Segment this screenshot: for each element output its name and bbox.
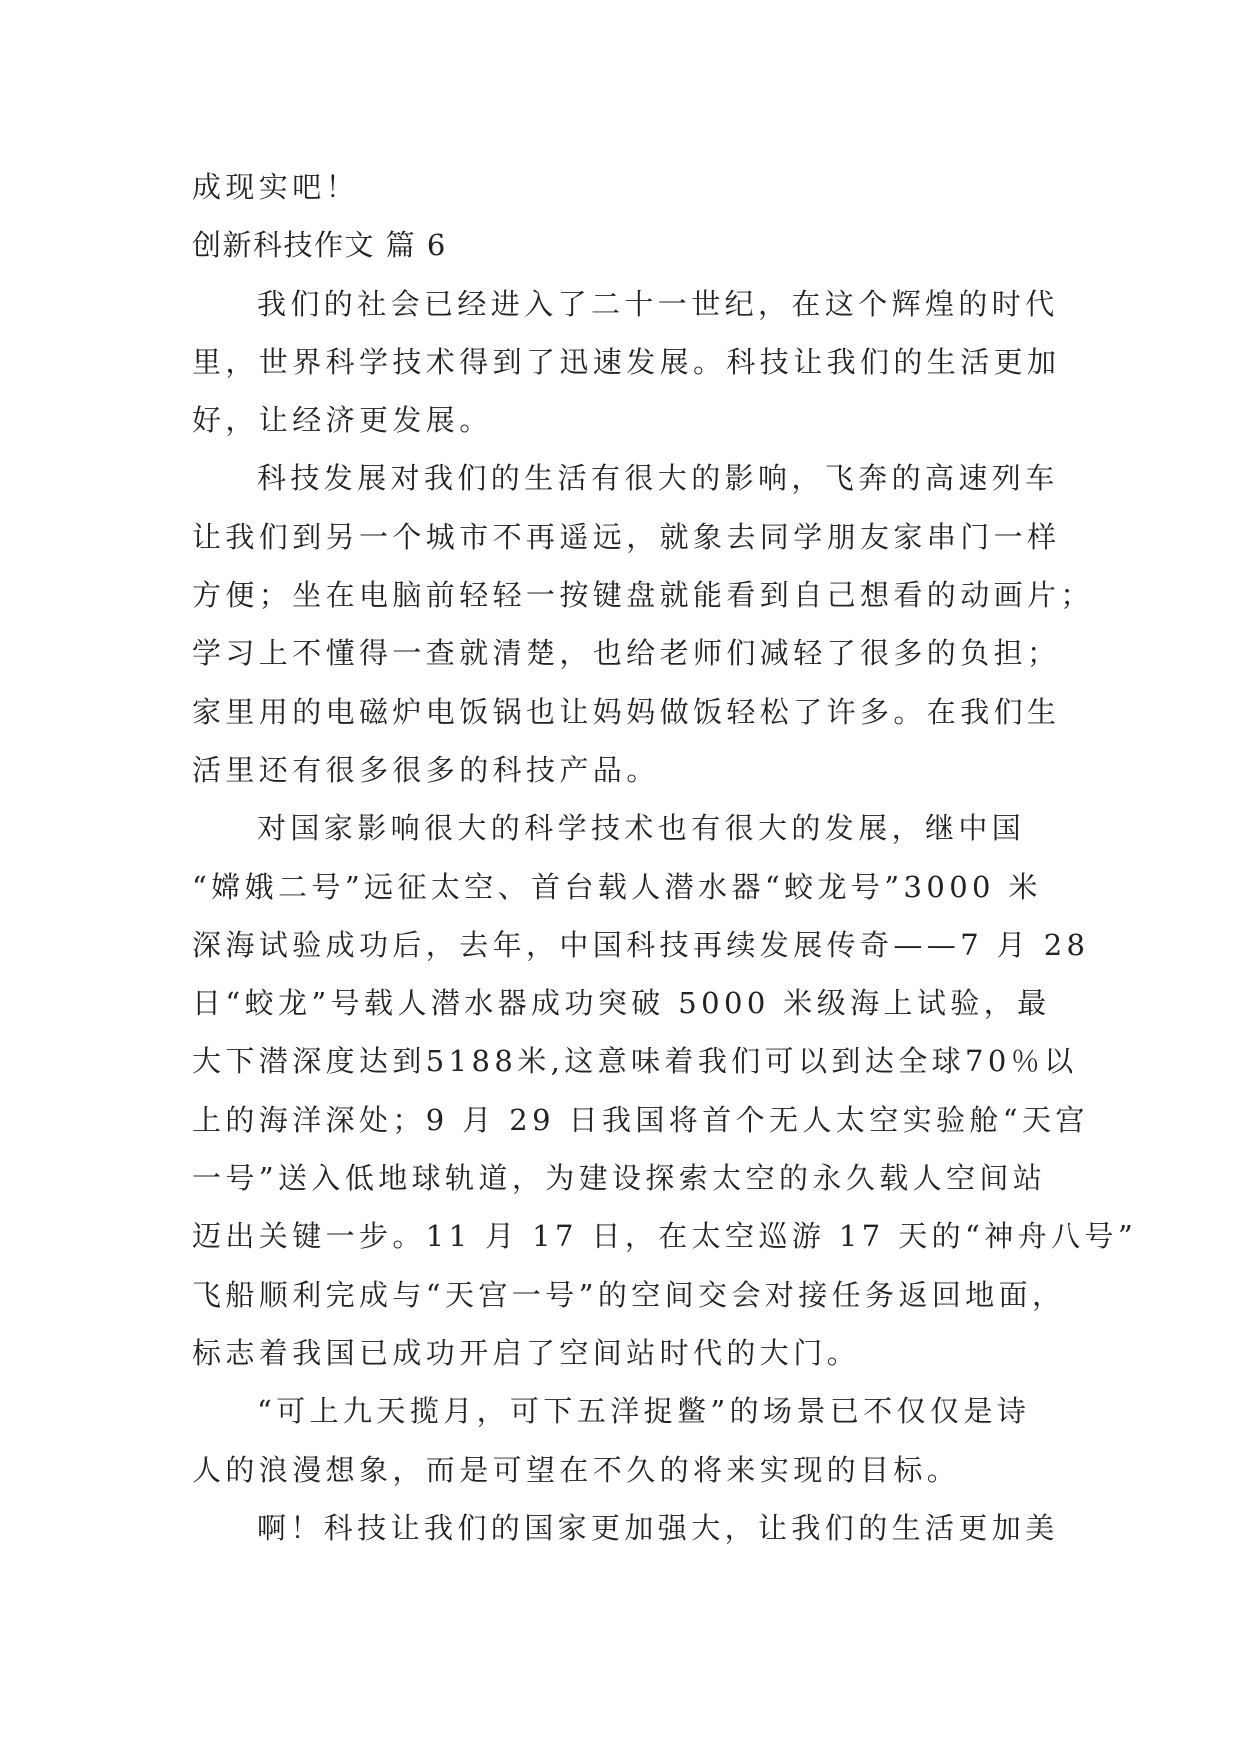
text-line: 科技发展对我们的生活有很大的影响，飞奔的高速列车 xyxy=(257,461,1059,496)
text-line: 让我们到另一个城市不再遥远，就象去同学朋友家串门一样 xyxy=(192,519,1061,554)
paragraph-4 xyxy=(192,1382,1052,1499)
text-line: 对国家影响很大的科学技术也有很大的发展，继中国 xyxy=(257,811,1026,846)
text-line: 里，世界科学技术得到了迅速发展。科技让我们的生活更加 xyxy=(192,344,1061,379)
article-heading: 创新科技作文 篇 6 xyxy=(192,228,447,263)
text-line: 人的浪漫想象，而是可望在不久的将来实现的目标。 xyxy=(192,1452,961,1487)
text-line: 迈出关键一步。11 月 17 日，在太空巡游 17 天的“神舟八号” xyxy=(192,1219,1138,1254)
text-line: 标志着我国已成功开启了空间站时代的大门。 xyxy=(192,1335,861,1370)
text-line: 我们的社会已经进入了二十一世纪，在这个辉煌的时代 xyxy=(257,286,1059,321)
paragraph-2 xyxy=(192,449,1094,799)
text-line: 深海试验成功后，去年，中国科技再续发展传奇——7 月 28 xyxy=(192,927,1090,962)
text-line: 大下潜深度达到5188米,这意味着我们可以到达全球70％以 xyxy=(192,1044,1078,1079)
text-line: “可上九天揽月，可下五洋捉鳖”的场景已不仅仅是诗 xyxy=(257,1394,1031,1429)
text-line: 活里还有很多很多的科技产品。 xyxy=(192,752,660,787)
paragraph-1 xyxy=(192,275,1061,450)
paragraph-5 xyxy=(192,1499,1059,1557)
text-line: 啊！科技让我们的国家更加强大，让我们的生活更加美 xyxy=(257,1510,1059,1545)
text-line: 一号”送入低地球轨道，为建设探索太空的永久载人空间站 xyxy=(192,1161,1047,1196)
text-line: 上的海洋深处；9 月 29 日我国将首个无人太空实验舱“天宫 xyxy=(192,1102,1089,1137)
article-body xyxy=(192,158,1138,1557)
text-line: 方便；坐在电脑前轻轻一按键盘就能看到自己想看的动画片； xyxy=(192,578,1094,613)
text-line: 好，让经济更发展。 xyxy=(192,403,493,438)
paragraph-3 xyxy=(192,799,1138,1382)
text-line: “嫦娥二号”远征太空、首台载人潜水器“蛟龙号”3000 米 xyxy=(192,869,1042,904)
text-line: 学习上不懂得一查就清楚，也给老师们减轻了很多的负担； xyxy=(192,636,1061,671)
text-line: 家里用的电磁炉电饭锅也让妈妈做饭轻松了许多。在我们生 xyxy=(192,694,1061,729)
text-line: 飞船顺利完成与“天宫一号”的空间交会对接任务返回地面， xyxy=(192,1277,1066,1312)
text-line: 日“蛟龙”号载人潜水器成功突破 5000 米级海上试验，最 xyxy=(192,986,1051,1021)
lead-line: 成现实吧！ xyxy=(192,170,360,204)
